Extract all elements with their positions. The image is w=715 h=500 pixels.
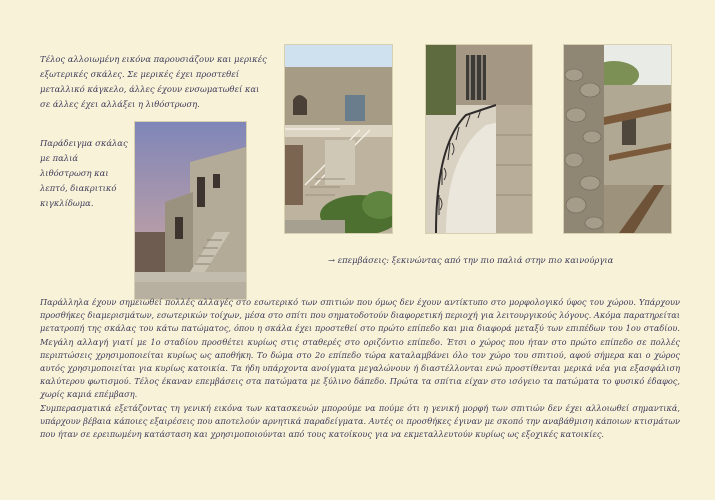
photo-ruined-stone-house bbox=[563, 44, 672, 234]
body-paragraph: Παράλληλα έχουν σημειωθεί πολλές αλλαγές στο εσωτερικό των σπιτιών που όμως δεν έχουν αντίκτυπο στο μορφολογικό ύφος του χώρου. Υπάρχουν προσθήκες διαμερισμάτων, εσωτερικών τοίχων, μέσα στο σπίτι που σηματοδοτούν διαφορετική περιοχή για λειτουργικούς λόγους. Ακόμα παρατηρείται μετατροπή της σκάλας του κάτω πατώματος, όπου η σκάλα έχει προστεθεί στο πρώτο επίπεδο και μια διαφορά μεταξύ των επιπέδων του 1ου σταδίου. Μεγάλη αλλαγή γιατί με 1ο σταδίου προσθέτει κυρίως στις σταθερές στο οριζόντιο επίπεδο. Έτσι ο χώρος που ήταν στο πρώτο επίπεδο σε πολλές περιπτώσεις χρησιμοποιείται κυρίως ως αποθήκη. Το δώμα στο 2ο επίπεδο τώρα καταλαμβάνει όλο τον χώρο του σπιτιού, αφού σήμερα και ο χώρος αυτός χρησιμοποιείται για κυρίως κατοικία. Τα ήδη υπάρχοντα ανοίγματα μεγαλώνουν ή διαστέλλονται ενώ προστίθενται μερικά νέα για εξασφάλιση καλύτερου φωτισμού. Τέλος έκαναν επεμβάσεις στα πατώματα με ξύλινο δάπεδο. Πρώτα τα σπίτια είχαν στο ισόγειο τα πατώματα το φυσικό έδαφος, χωρίς καμιά επέμβαση. bbox=[40, 297, 680, 400]
photo-white-stair-metal-railing bbox=[425, 44, 533, 234]
example-text: Παράδειγμα σκάλας με παλιά λιθόστρωση και λεπτό, διακριτικό κιγκλίδωμα. bbox=[40, 138, 128, 208]
photo-stair-with-railing bbox=[284, 44, 393, 234]
body-text bbox=[40, 296, 680, 441]
photo-caption: → επεμβάσεις: ξεκινώντας από την πιο παλιά στην πιο καινούργια bbox=[328, 255, 614, 265]
body-paragraph: Συμπερασματικά εξετάζοντας τη γενική εικόνα των κατασκευών μπορούμε να πούμε ότι η γενική μορφή των σπιτιών δεν έχει αλλοιωθεί σημαντικά, υπάρχουν βέβαια κάποιες εξαιρέσεις που αποτελούν αρνητικά παραδείγματα. Αυτές οι προσθήκες έγιναν με σκοπό την αναβάθμιση κάποιων κτισμάτων που ήταν σε ερειπωμένη κατάσταση και χρησιμοποιούνται από τους κατοίκους για να εκμεταλλευτούν κυρίως ως εξοχικές κατοικίες. bbox=[40, 402, 680, 440]
photo-stone-house-stair-dusk bbox=[134, 121, 247, 300]
intro-text: Τέλος αλλοιωμένη εικόνα παρουσιάζουν και μερικές εξωτερικές σκάλες. Σε μερικές έχει προστεθεί μεταλλικό κάγκελο, άλλες έχουν ενσωματωθεί και σε άλλες έχει αλλάξει η λιθόστρωση. bbox=[40, 54, 267, 109]
